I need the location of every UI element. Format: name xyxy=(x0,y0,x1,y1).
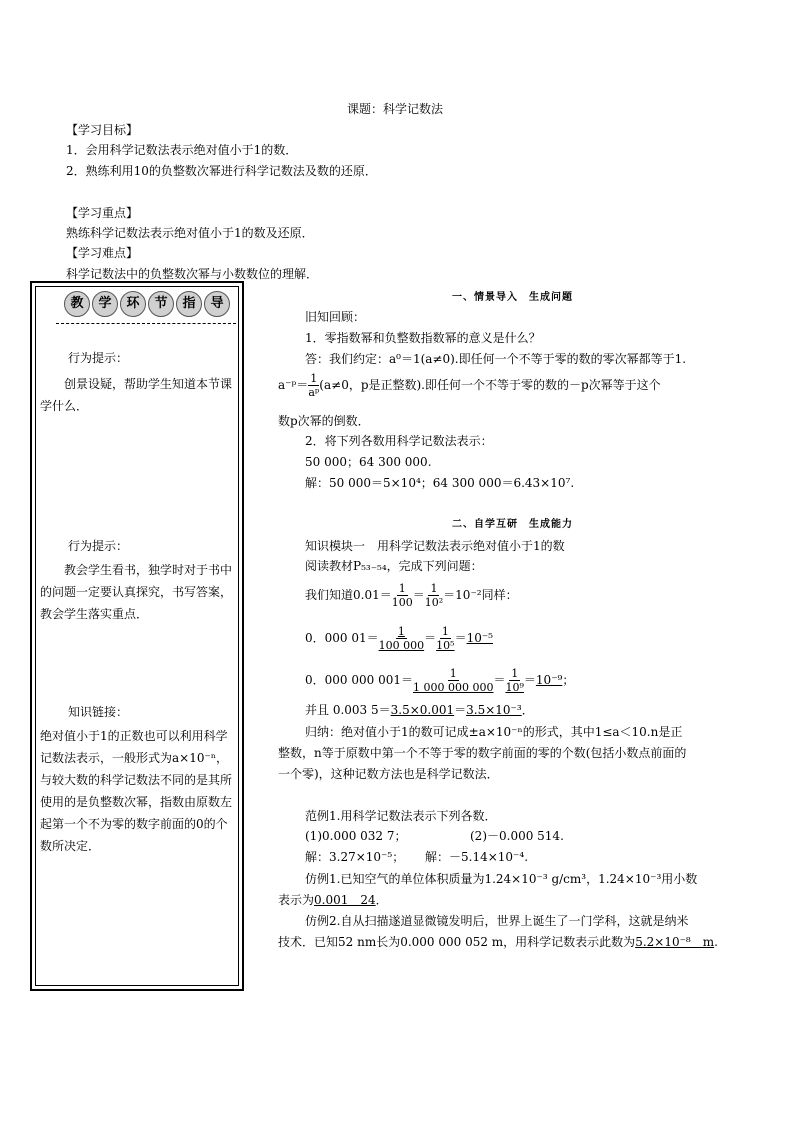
example-1-b: (2)－0.000 514. xyxy=(470,829,564,843)
module-title: 知识模块一 用科学记数法表示绝对值小于1的数 xyxy=(305,539,565,553)
question-1: 1．零指数幂和负整数指数幂的意义是什么？ xyxy=(305,331,541,345)
fraction xyxy=(308,372,319,399)
answer-1b xyxy=(278,372,661,399)
frac-den: 10² xyxy=(424,596,444,609)
answer-2: 解：50 000＝5×10⁴；64 300 000＝6.43×10⁷. xyxy=(305,476,575,490)
frac-num: 1 xyxy=(441,625,449,638)
example-eq-2: 0．000 01＝ $\frac{1}{100 000}$ ＝ $\frac{1}{\text{10⁵}}$ ＝10⁻⁵ xyxy=(305,625,493,652)
eq-text: 0．000 01＝ xyxy=(305,631,379,645)
eq-answer: 3.5×0.001 xyxy=(390,703,455,717)
practice-text: . xyxy=(714,935,718,949)
frac-den: 10⁹ xyxy=(505,681,524,694)
eq-text: 0．000 000 001＝ xyxy=(305,673,413,687)
banner-char: 学 xyxy=(92,291,118,317)
frac-den: 100 000 xyxy=(378,639,425,652)
banner-char: 导 xyxy=(204,291,230,317)
key-text: 熟练科学记数法表示绝对值小于1的数及还原． xyxy=(66,226,314,240)
banner-char: 指 xyxy=(176,291,202,317)
example-1: 范例1.用科学记数法表示下列各数． xyxy=(305,809,497,823)
practice-1-line-1: 仿例1.已知空气的单位体积质量为1.24×10⁻³ g/cm³，1.24×10⁻³用小数 xyxy=(305,872,698,886)
section1-heading: 一、情景导入 生成问题 xyxy=(452,292,573,303)
practice-text: ． xyxy=(375,893,388,907)
read-instruction: 阅读教材P₅₃₋₅₄，完成下列问题： xyxy=(305,559,483,573)
example-1-solution-b: 解：－5.14×10⁻⁴. xyxy=(425,850,529,864)
fraction xyxy=(505,667,523,694)
practice-answer: 0.001＿24 xyxy=(314,893,376,907)
goal-item-2: 2．熟练利用10的负整数次幂进行科学记数法及数的还原． xyxy=(66,164,377,178)
frac-num: 1 xyxy=(398,582,406,595)
banner-underline xyxy=(56,323,236,324)
review-label: 旧知回顾： xyxy=(305,310,366,324)
frac-den: aᵖ xyxy=(308,386,320,399)
eq-answer: 10⁻⁹ xyxy=(535,673,563,687)
frac-num: 1 xyxy=(310,372,318,385)
example-1-solution-a: 解：3.27×10⁻⁵； xyxy=(305,850,405,864)
practice-2-line-2 xyxy=(278,933,718,950)
fraction xyxy=(413,667,493,694)
summary-line-1: 归纳：绝对值小于1的数可记成±a×10⁻ⁿ的形式，其中1≤a＜10.n是正 xyxy=(305,725,683,739)
tip1-heading: 行为提示： xyxy=(68,351,129,365)
banner-char: 环 xyxy=(120,291,146,317)
goal-item-1: 1．会用科学记数法表示绝对值小于1的数． xyxy=(66,143,298,157)
section2-heading: 二、自学互研 生成能力 xyxy=(452,519,573,530)
key-heading: 【学习重点】 xyxy=(66,206,139,220)
frac-den: 1 000 000 000 xyxy=(412,681,494,694)
question-2-numbers: 50 000；64 300 000. xyxy=(305,455,432,469)
teaching-guide-sidebar xyxy=(30,281,244,991)
fraction xyxy=(379,625,425,652)
tip1-text: 创景设疑，帮助学生知道本节课学什么． xyxy=(40,377,233,413)
frac-num: 1 xyxy=(511,667,519,680)
practice-2-line-1: 仿例2.自从扫描遂道显微镜发明后，世界上诞生了一门学科，这就是纳米 xyxy=(305,914,689,928)
a1b-pre: a⁻ᵖ＝ xyxy=(278,378,309,392)
frac-num: 1 xyxy=(449,667,457,680)
a1b-post: (a≠0，p是正整数).即任何一个不等于零的数的－p次幂等于这个 xyxy=(319,378,661,392)
summary-line-3: 一个零)，这种记数方法也是科学记数法． xyxy=(278,767,499,781)
difficult-text: 科学记数法中的负整数次幂与小数数位的理解． xyxy=(66,267,319,281)
goals-heading: 【学习目标】 xyxy=(66,123,139,137)
fraction xyxy=(425,582,443,609)
eq-answer: 10⁻⁵ xyxy=(466,631,493,645)
page-title: 课题：科学记数法 xyxy=(347,102,444,116)
practice-answer: 5.2×10⁻⁸＿m xyxy=(635,935,715,949)
example-1-a: (1)0.000 032 7； xyxy=(305,829,407,843)
answer-1c: 数p次幂的倒数． xyxy=(278,414,370,428)
question-2: 2．将下列各数用科学记数法表示： xyxy=(305,434,493,448)
eq-text: ＝10⁻²同样： xyxy=(443,588,518,602)
example-eq-4: 并且 0.003 5＝3.5×0.001＝3.5×10⁻³． xyxy=(305,703,534,717)
difficult-heading: 【学习难点】 xyxy=(66,246,139,260)
frac-num: 1 xyxy=(430,582,438,595)
practice-text: 技术．已知52 nm长为0.000 000 052 m，用科学记数表示此数为 xyxy=(278,935,636,949)
summary-line-2: 整数，n等于原数中第一个不等于零的数字前面的零的个数(包括小数点前面的 xyxy=(278,746,687,760)
practice-text: 表示为 xyxy=(278,893,315,907)
tip2-text: 教会学生看书，独学时对于书中的问题一定要认真探究，书写答案，教会学生落实重点． xyxy=(40,563,233,621)
eq-text: 我们知道0.01＝ xyxy=(305,588,392,602)
banner-char: 教 xyxy=(64,291,90,317)
answer-1a: 答：我们约定：a⁰＝1(a≠0).即任何一个不等于零的数的零次幂都等于1. xyxy=(305,352,687,366)
tip3-heading: 知识链接： xyxy=(68,705,129,719)
example-eq-3: 0．000 000 001＝ $\frac{1}{1 000 000 000}$ ＝ $\frac{1}{\text{10⁹}}$ ＝10⁻⁹； xyxy=(305,667,575,694)
example-eq-1: 我们知道0.01＝ $\frac{1}{100}$ ＝ $\frac{1}{\text{10²}}$ ＝10⁻²同样： xyxy=(305,582,518,609)
fraction xyxy=(436,625,454,652)
tip2-heading: 行为提示： xyxy=(68,539,129,553)
eq-text: 并且 0.003 5＝ xyxy=(305,703,391,717)
sidebar-banner xyxy=(64,291,230,317)
eq-answer: 3.5×10⁻³ xyxy=(466,703,522,717)
practice-1-line-2 xyxy=(278,891,388,908)
banner-char: 节 xyxy=(148,291,174,317)
tip3-text: 绝对值小于1的正数也可以利用科学记数法表示，一般形式为a×10⁻ⁿ，与较大数的科学记数法不同的是其所使用的是负整数次幂，指数由原数左起第一个不为零的数字前面的0的个数所决定． xyxy=(40,729,233,853)
frac-den: 10⁵ xyxy=(436,639,455,652)
fraction xyxy=(392,582,413,609)
frac-den: 100 xyxy=(391,596,413,609)
frac-num: 1 xyxy=(397,625,405,638)
